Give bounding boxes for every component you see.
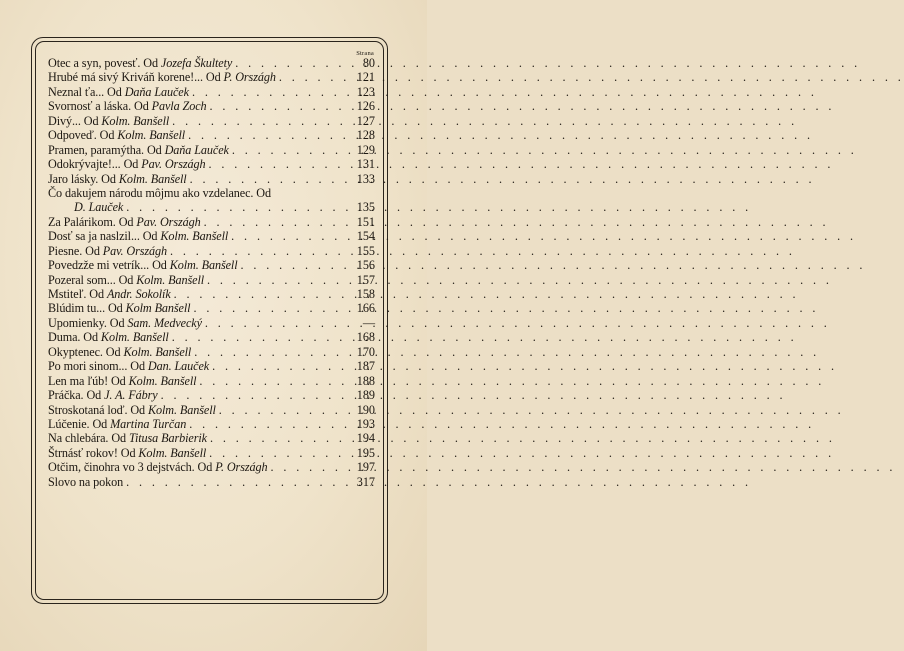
dot-leader: [187, 172, 353, 186]
toc-entry: [48, 70, 375, 84]
toc-entry: [48, 403, 375, 417]
toc-entry: [48, 273, 375, 287]
toc-entry-author: Kolm Banšell: [125, 301, 191, 316]
toc-page-number: 317: [356, 474, 375, 489]
toc-entry-lead: Svornosť a láska. Od: [48, 99, 152, 114]
toc-entry-author: Kolm. Banšell: [123, 344, 192, 359]
toc-entry-title: [48, 99, 207, 113]
toc-page-number: 197: [356, 460, 375, 475]
toc-entry: [48, 172, 375, 186]
toc-page-number: 168: [356, 330, 375, 345]
toc-entry-title: [48, 157, 205, 171]
dot-leader: [202, 316, 353, 330]
toc-entry-author: Pav. Országh: [141, 157, 206, 172]
toc-page-number: 193: [356, 416, 375, 431]
dot-leader: [206, 446, 353, 460]
toc-entry-title: [48, 446, 206, 460]
toc-entry-author: Martina Turčan: [110, 416, 187, 431]
toc-entry-author: Sam. Medvecký: [127, 315, 202, 330]
toc-entry-lead: Upomienky. Od: [48, 315, 128, 330]
toc-entry-title: [48, 460, 267, 474]
toc-entry-lead: Jaro lásky. Od: [48, 171, 119, 186]
dot-leader: [276, 70, 353, 84]
toc-page-number: 158: [356, 287, 375, 301]
toc-entry-title: [48, 56, 232, 70]
toc-entry: [48, 244, 375, 258]
page-column-header: Strana: [356, 50, 374, 57]
toc-entry-lead: Hrubé má sivý Kriváň korene!... Od: [48, 70, 224, 85]
toc-entry-title: [48, 388, 158, 402]
toc-entry-author: Kolm. Banšell: [117, 128, 186, 143]
toc-page-number: 128: [356, 128, 375, 143]
dot-leader: [228, 229, 353, 243]
toc-entry-title: [48, 287, 171, 301]
toc-entry: [48, 431, 375, 445]
toc-entry-title: [48, 244, 167, 258]
toc-entry-lead: Blúdim tu... Od: [48, 301, 126, 316]
toc-entry-author: Kolm. Banšell: [138, 445, 207, 460]
toc-page-number: 195: [356, 445, 375, 460]
toc-entry-title: [48, 215, 201, 229]
toc-entry-lead: Odokrývajte!... Od: [48, 157, 142, 172]
toc-entry-title: [48, 417, 186, 431]
toc-entry: [48, 388, 375, 402]
toc-entry-title: [48, 316, 202, 330]
toc-entry-lead: Odpoveď. Od: [48, 128, 118, 143]
toc-entry-lead: Slovo na pokon: [48, 474, 124, 489]
toc-entry-title: [48, 143, 229, 157]
toc-page-number: 127: [356, 113, 375, 128]
dot-leader: [207, 431, 353, 445]
toc-entry: [48, 345, 375, 359]
toc-entry-lead: Povedzže mi vetrík... Od: [48, 258, 170, 273]
toc-entry-title: [48, 374, 196, 388]
toc-entry-lead: Otec a syn, povesť. Od: [48, 56, 161, 70]
toc-entry-lead: Za Palárikom. Od: [48, 214, 137, 229]
toc-entry-title: [48, 229, 228, 243]
dot-leader: [189, 85, 353, 99]
toc-page-number: 133: [356, 171, 375, 186]
toc-entry-author: P. Országh: [215, 460, 268, 475]
toc-entry-author: P. Országh: [223, 70, 276, 85]
toc-entry-author: Kolm. Banšell: [128, 373, 197, 388]
dot-leader: [190, 301, 353, 315]
book-page: [0, 0, 427, 651]
toc-entry: [48, 128, 375, 142]
toc-entry-author: Kolm. Banšell: [101, 113, 170, 128]
toc-entry-lead: Neznal ťa... Od: [48, 84, 125, 99]
toc-entry: [48, 301, 375, 315]
toc-entry-author: Daňa Lauček: [124, 84, 189, 99]
toc-entry-author: Dan. Lauček: [147, 359, 210, 374]
toc-entry: [48, 316, 375, 330]
toc-page-number: 129: [356, 142, 375, 157]
toc-page-number: —: [362, 315, 375, 330]
toc-entry-title: [48, 431, 207, 445]
dot-leader: [237, 258, 353, 272]
toc-page-number: 154: [356, 229, 375, 244]
toc-entry-lead: Čo dakujem národu môjmu ako vzdelanec. Od: [48, 185, 271, 200]
toc-page-number: 156: [356, 258, 375, 273]
toc-entry: [48, 417, 375, 431]
toc-entry-author: Pavla Zoch: [151, 99, 207, 114]
toc-entry-title: [48, 403, 216, 417]
table-of-contents: [48, 56, 375, 489]
dot-leader: [267, 460, 353, 474]
toc-entry-author: Kolm. Banšell: [160, 229, 229, 244]
toc-entry-title: [48, 345, 191, 359]
toc-entry: [48, 359, 375, 373]
toc-entry-title: [48, 70, 276, 84]
toc-entry-lead: Stroskotaná loď. Od: [48, 402, 148, 417]
toc-entry: [48, 56, 375, 70]
toc-entry-author: Kolm. Banšell: [136, 272, 205, 287]
toc-entry-lead: Na chlebára. Od: [48, 431, 129, 446]
toc-page-number: 170: [356, 344, 375, 359]
toc-entry-lead: Po mori sinom... Od: [48, 359, 148, 374]
dot-leader: [209, 359, 353, 373]
toc-entry-author: Kolm. Banšell: [148, 402, 216, 417]
toc-entry-title: [74, 200, 123, 214]
toc-entry-author: D. Lauček: [74, 200, 124, 215]
dot-leader: [167, 244, 353, 258]
toc-page-number: 187: [356, 359, 375, 374]
toc-entry-author: Jozefa Škultety: [160, 56, 233, 70]
toc-entry: [48, 114, 375, 128]
dot-leader: [123, 200, 353, 214]
toc-entry-lead: Divý... Od: [48, 113, 102, 128]
toc-entry-author: Kolm. Banšell: [118, 171, 187, 186]
toc-entry-lead: Otčim, činohra vo 3 dejstvách. Od: [48, 460, 216, 475]
toc-entry: [48, 215, 375, 229]
toc-page-number: 194: [356, 431, 375, 446]
toc-entry-lead: Štrnásť rokov! Od: [48, 445, 139, 460]
toc-entry: [48, 157, 375, 171]
dot-leader: [171, 287, 353, 301]
toc-entry-title: [48, 475, 123, 489]
toc-entry: [48, 186, 375, 200]
toc-page-number: 135: [356, 200, 375, 215]
toc-entry: [48, 330, 375, 344]
toc-entry-lead: Práčka. Od: [48, 388, 105, 403]
toc-entry-author: Pav. Országh: [136, 214, 201, 229]
toc-entry: [48, 374, 375, 388]
toc-page-number: 157: [356, 272, 375, 287]
toc-entry-title: [48, 85, 189, 99]
toc-page-number: 166: [356, 301, 375, 316]
toc-page-number: 188: [356, 373, 375, 388]
toc-entry-author: Pav. Országh: [102, 243, 168, 258]
dot-leader: [123, 475, 353, 489]
toc-entry: [48, 99, 375, 113]
toc-entry-title: [48, 273, 204, 287]
toc-entry-author: Titusa Barbierik: [128, 431, 207, 446]
toc-page-number: 80: [362, 56, 375, 70]
dot-leader: [169, 114, 353, 128]
toc-entry-title: [48, 172, 187, 186]
toc-entry: [48, 229, 375, 243]
toc-page-number: 190: [356, 402, 375, 417]
toc-entry-lead: Okyptenec. Od: [48, 344, 124, 359]
toc-entry-lead: Lúčenie. Od: [48, 416, 111, 431]
toc-entry-title: [48, 128, 185, 142]
toc-page-number: 121: [356, 70, 375, 85]
toc-entry: [48, 85, 375, 99]
toc-page-number: 131: [356, 157, 375, 172]
toc-page-number: 126: [356, 99, 375, 114]
toc-entry: [48, 200, 375, 214]
toc-entry: [48, 143, 375, 157]
dot-leader: [196, 374, 353, 388]
toc-entry-author: Kolm. Banšell: [100, 330, 169, 345]
toc-entry-lead: Duma. Od: [48, 330, 101, 345]
toc-entry: [48, 287, 375, 301]
toc-entry-lead: Pozeral som... Od: [48, 272, 137, 287]
toc-entry: [48, 475, 375, 489]
toc-entry-lead: Pramen, paramýtha. Od: [48, 142, 165, 157]
toc-entry: [48, 446, 375, 460]
dot-leader: [201, 215, 353, 229]
toc-page-number: 189: [356, 388, 375, 403]
toc-entry-title: [48, 258, 237, 272]
toc-page-number: 151: [356, 214, 375, 229]
toc-entry-author: J. A. Fábry: [104, 388, 158, 403]
toc-entry-lead: Len ma ľúb! Od: [48, 373, 129, 388]
dot-leader: [169, 330, 353, 344]
dot-leader: [216, 403, 353, 417]
dot-leader: [204, 273, 353, 287]
toc-entry-lead: Piesne. Od: [48, 243, 103, 258]
dot-leader: [185, 128, 353, 142]
dot-leader: [158, 388, 353, 402]
toc-entry-title: [48, 330, 169, 344]
toc-page-number: 155: [356, 243, 375, 258]
toc-entry-author: Kolm. Banšell: [169, 258, 238, 273]
toc-entry: [48, 460, 375, 474]
dot-leader: [229, 143, 353, 157]
toc-page-number: 123: [356, 84, 375, 99]
dot-leader: [207, 99, 353, 113]
toc-entry-lead: Dosť sa ja naslzil... Od: [48, 229, 161, 244]
toc-entry-title: [48, 114, 169, 128]
toc-entry-lead: Mstiteľ. Od: [48, 287, 107, 301]
dot-leader: [191, 345, 353, 359]
toc-entry-title: [48, 301, 190, 315]
dot-leader: [232, 56, 353, 70]
toc-entry-author: Daňa Lauček: [164, 142, 229, 157]
dot-leader: [205, 157, 353, 171]
toc-entry-title: [48, 186, 375, 200]
dot-leader: [186, 417, 353, 431]
toc-entry-author: Andr. Sokolík: [106, 287, 171, 301]
toc-entry-title: [48, 359, 209, 373]
toc-entry: [48, 258, 375, 272]
